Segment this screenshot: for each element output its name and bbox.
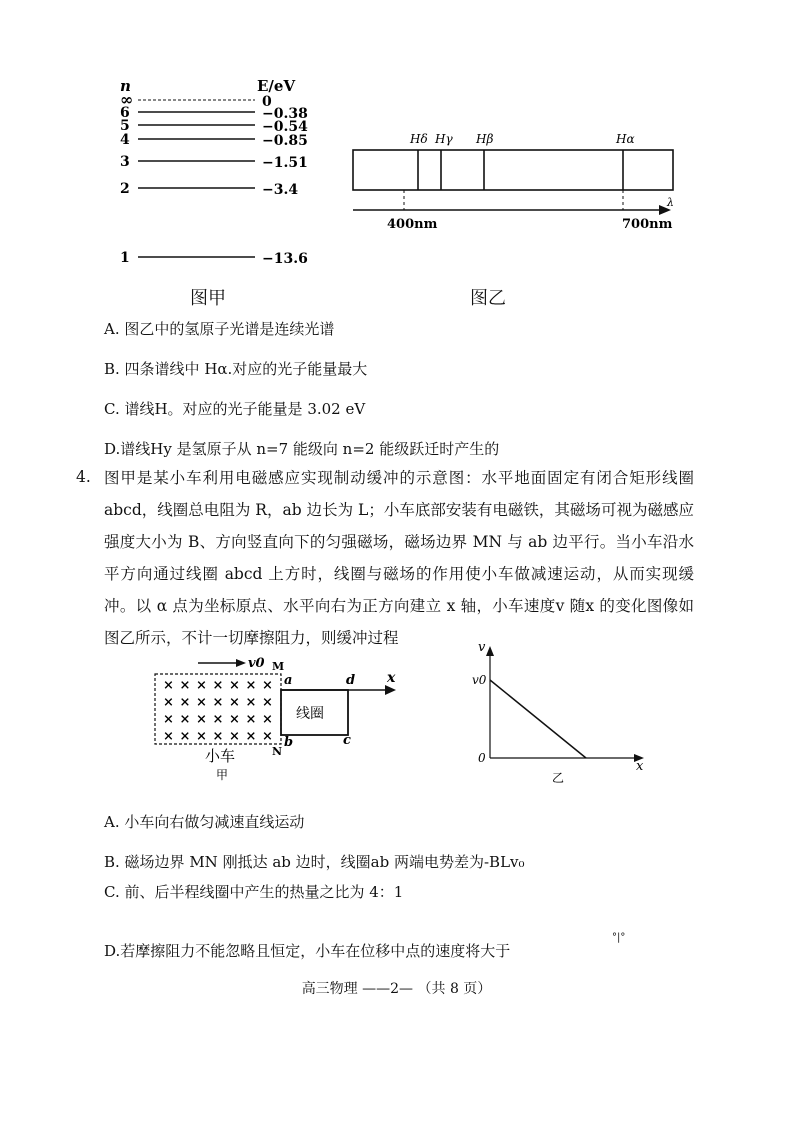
level-n-label: 4	[120, 132, 130, 148]
level-n-label: 3	[120, 154, 130, 170]
field-cross-icon: ×	[212, 729, 224, 744]
field-cross-icon: ×	[229, 729, 240, 744]
field-cross-icon: ×	[245, 712, 257, 727]
level-energy-label: −0.54	[262, 119, 308, 135]
h-gamma-label: Hγ	[435, 132, 453, 146]
field-cross-icon: ×	[212, 695, 224, 710]
field-cross-icon: ×	[196, 712, 207, 727]
field-cross-icon: ×	[179, 712, 191, 727]
field-cross-icon: ×	[196, 729, 207, 744]
a-label: a	[284, 673, 293, 688]
car-coil-diagram	[150, 654, 410, 782]
field-cross-icon: ×	[262, 729, 273, 744]
velocity-arrow-head-icon	[236, 659, 246, 667]
field-cross-icon: ×	[262, 678, 273, 693]
field-cross-icon: ×	[196, 695, 207, 710]
b-label: b	[284, 735, 294, 750]
energy-axis-label: E/eV	[257, 77, 296, 95]
field-cross-icon: ×	[212, 678, 224, 693]
level-energy-label: −13.6	[262, 251, 308, 267]
field-cross-icon: ×	[179, 678, 191, 693]
field-cross-icon: ×	[179, 729, 191, 744]
field-cross-icon: ×	[262, 695, 273, 710]
coil-label: 线圈	[296, 706, 324, 722]
field-crosses	[163, 678, 273, 744]
field-cross-icon: ×	[229, 695, 240, 710]
field-cross-icon: ×	[245, 695, 257, 710]
q4-option-d: D.若摩擦阻力不能忽略且恒定，小车在位移中点的速度将大于	[104, 942, 511, 960]
h-alpha-label: Hα	[616, 132, 635, 146]
level-energy-label: 0	[262, 94, 272, 110]
q4-option-d-tail: °|°	[612, 932, 626, 943]
level-energy-label: −1.51	[262, 155, 308, 171]
energy-levels	[120, 90, 308, 267]
v-x-line	[490, 680, 586, 758]
field-cross-icon: ×	[179, 695, 191, 710]
fig-jia-caption: 图甲	[190, 288, 226, 309]
v0-axis-label: v0	[472, 673, 487, 687]
field-cross-icon: ×	[163, 712, 174, 727]
d-label: d	[346, 673, 356, 688]
field-cross-icon: ×	[245, 729, 257, 744]
c-label: c	[343, 733, 351, 748]
m-label: M	[272, 660, 285, 673]
h-beta-label: Hβ	[476, 132, 494, 146]
level-n-label: ∞	[120, 90, 134, 109]
level-energy-label: −0.38	[262, 106, 308, 122]
origin-label: 0	[478, 751, 486, 765]
field-cross-icon: ×	[229, 678, 240, 693]
n-axis-label: n	[120, 77, 131, 95]
n-label: N	[272, 745, 283, 758]
hydrogen-spectrum	[345, 126, 685, 236]
page-footer: 高三物理 ——2— （共 8 页）	[301, 981, 492, 997]
level-n-label: 5	[120, 118, 130, 134]
spectrum-box	[353, 150, 673, 190]
level-n-label: 1	[120, 250, 130, 266]
field-cross-icon: ×	[245, 678, 257, 693]
fig-yi-caption: 图乙	[470, 288, 506, 309]
fig-yi-caption-q4: 乙	[552, 771, 565, 785]
field-cross-icon: ×	[163, 678, 174, 693]
level-energy-label: −0.85	[262, 133, 308, 149]
q3-option-d: D.谱线Hy 是氢原子从 n=7 能级向 n=2 能级跃迁时产生的	[104, 440, 500, 458]
velocity-displacement-graph	[468, 636, 653, 786]
v-axis-label: v	[478, 640, 486, 655]
fig-jia-caption-q4: 甲	[216, 768, 229, 782]
q3-option-a: A. 图乙中的氢原子光谱是连续光谱	[104, 320, 335, 338]
q4-option-b: B. 磁场边界 MN 刚抵达 ab 边时，线圈ab 两端电势差为-BLv₀	[104, 853, 525, 871]
field-cross-icon: ×	[196, 678, 207, 693]
v0-label: v0	[248, 656, 265, 671]
x-axis-label: x	[636, 759, 644, 774]
v-axis-arrow-icon	[486, 646, 494, 656]
field-cross-icon: ×	[262, 712, 273, 727]
field-cross-icon: ×	[163, 695, 174, 710]
x-axis-arrow-icon	[385, 685, 396, 695]
field-cross-icon: ×	[229, 712, 240, 727]
level-n-label: 6	[120, 105, 130, 121]
tick-400-label: 400nm	[387, 217, 438, 232]
x-label: x	[387, 670, 396, 686]
lambda-label: λ	[667, 196, 674, 209]
q4-number: 4.	[76, 468, 91, 486]
h-delta-label: Hδ	[410, 132, 428, 146]
field-cross-icon: ×	[163, 729, 174, 744]
field-cross-icon: ×	[212, 712, 224, 727]
energy-level-diagram	[110, 76, 320, 276]
car-label: 小车	[205, 747, 236, 765]
q3-option-c: C. 谱线H。对应的光子能量是 3.02 eV	[104, 400, 366, 418]
level-energy-label: −3.4	[262, 182, 299, 198]
q4-option-a: A. 小车向右做匀减速直线运动	[104, 813, 305, 831]
level-n-label: 2	[120, 181, 130, 197]
tick-700-label: 700nm	[622, 217, 673, 232]
q3-option-b: B. 四条谱线中 Hα.对应的光子能量最大	[104, 360, 368, 378]
q4-stem: 图甲是某小车利用电磁感应实现制动缓冲的示意图：水平地面固定有闭合矩形线圈abcd，线圈总电阻为 R，ab 边长为 L；小车底部安装有电磁铁，其磁场可视为磁感应强度大小为 B、方向竖直向下的匀强磁场，磁场边界 MN 与 ab 边平行。当小车沿水平方向通过线圈 abcd 上方时，线圈与磁场的作用使小车做减速运动，从而实现缓冲。以 α 点为坐标原点、水平向右为正方向建立 x 轴，小车速度v 随x 的变化图像如图乙所示，不计一切摩擦阻力，则缓冲过程	[104, 469, 694, 647]
q4-option-c: C. 前、后半程线圈中产生的热量之比为 4：1	[104, 883, 404, 901]
